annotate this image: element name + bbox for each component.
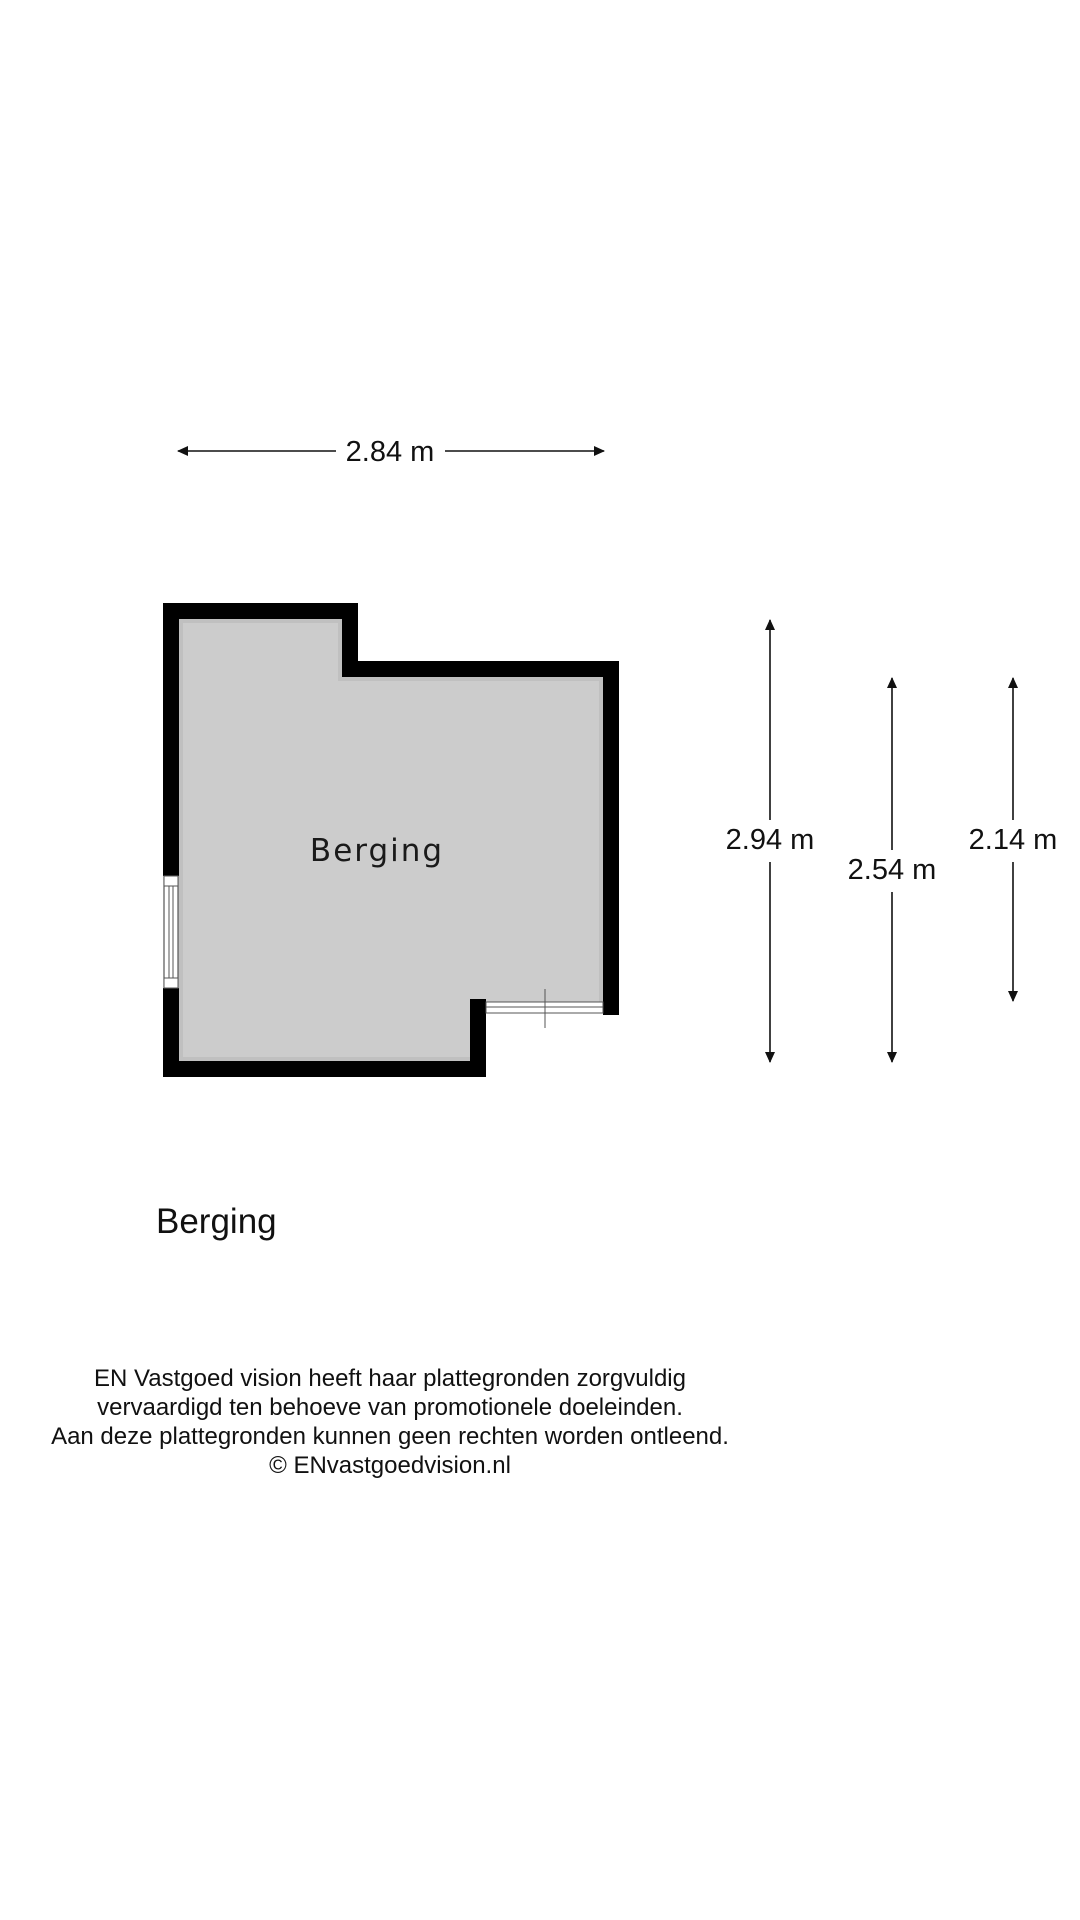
wall-top-left [163,603,358,619]
wall-bottom [163,1061,485,1077]
wall-left-upper [163,603,179,876]
width-dimension-label: 2.84 m [345,436,435,468]
height-dimension-1 [726,620,815,1062]
height-dimension-1-label: 2.94 m [725,824,815,856]
floor-title: Berging [156,1202,277,1241]
window-left-top-cap [164,876,178,886]
height-dimension-3 [969,678,1058,1001]
wall-right-end [603,999,619,1015]
disclaimer [0,1364,780,1480]
room-name-label: Berging [309,833,445,869]
disclaimer-line-2: vervaardigd ten behoeve van promotionele doeleinden. [97,1394,683,1421]
wall-notch-vertical [470,999,486,1077]
window-left-bottom-cap [164,978,178,988]
height-dimension-2-label: 2.54 m [847,854,937,886]
disclaimer-line-4: © ENvastgoedvision.nl [269,1452,511,1479]
width-dimension [178,436,604,468]
window-left-frame [164,876,178,988]
window-left [164,876,178,988]
wall-top-right [342,661,619,677]
wall-right [603,661,619,1015]
height-dimension-3-label: 2.14 m [968,824,1058,856]
disclaimer-line-3: Aan deze plattegronden kunnen geen rechten worden ontleend. [51,1423,729,1450]
height-dimension-2 [848,678,937,1062]
disclaimer-line-1: EN Vastgoed vision heeft haar plattegronden zorgvuldig [94,1365,686,1392]
